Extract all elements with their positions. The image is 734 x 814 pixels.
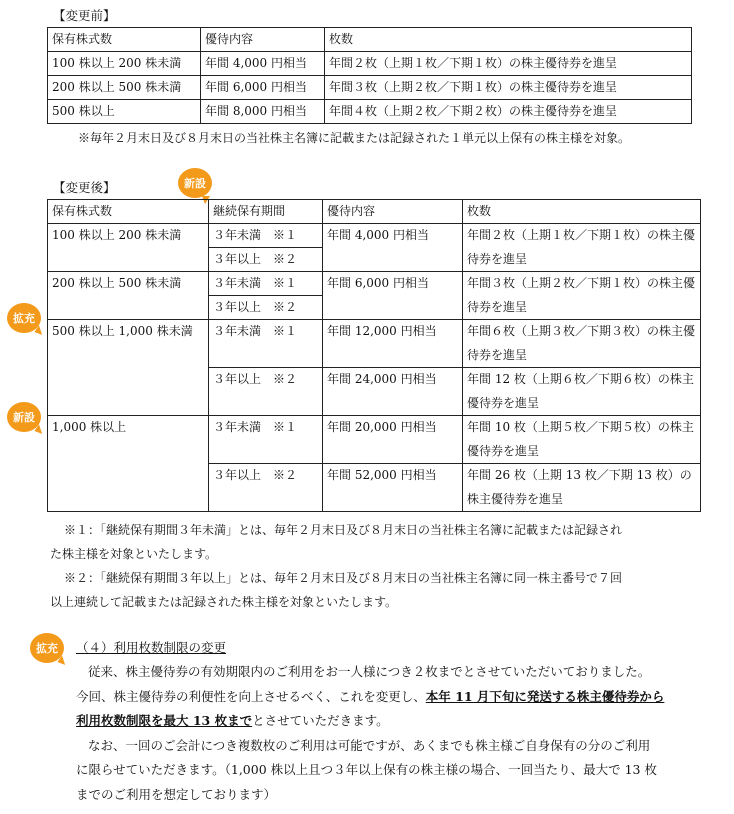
section4-line2-emphasis: 本年 11 月下旬に発送する株主優待券から: [425, 689, 665, 704]
benefit-cell: 年間 4,000 円相当: [201, 52, 325, 76]
note2-line2: 以上連続して記載または記録された株主様を対象といたします。: [50, 595, 398, 609]
count-cell: 年間 26 枚（上期 13 枚／下期 13 枚）の株主優待券を進呈: [463, 464, 701, 512]
benefit-cell: 年間 6,000 円相当: [323, 272, 463, 320]
section4-title: （４）利用枚数制限の変更: [76, 640, 227, 655]
benefit-cell: 年間 4,000 円相当: [323, 224, 463, 272]
shares-cell: 100 株以上 200 株未満: [48, 224, 209, 272]
note1-line2: た株主様を対象といたします。: [50, 547, 218, 561]
section4-line1: 従来、株主優待券の有効期限内のご利用をお一人様につき２枚までとさせていただいておりました。: [88, 664, 651, 679]
table-row: [48, 320, 701, 368]
shares-cell: 500 株以上 1,000 株未満: [48, 320, 209, 416]
note2-line1: ※２：「継続保有期間３年以上」とは、毎年２月末日及び８月末日の当社株主名簿に同一株主番号で７回: [64, 571, 623, 585]
period-cell: ３年未満 ※１: [209, 224, 323, 248]
count-cell: 年間２枚（上期１枚／下期１枚）の株主優待券を進呈: [463, 224, 701, 272]
shares-cell: 200 株以上 500 株未満: [48, 76, 201, 100]
section4-line6: までのご利用を想定しております）: [76, 787, 277, 802]
count-cell: 年間２枚（上期１枚／下期１枚）の株主優待券を進呈: [325, 52, 692, 76]
table-row: [48, 272, 701, 296]
header-cell: 保有株式数: [48, 200, 209, 224]
table-header-row: [48, 28, 692, 52]
section4-line3: [76, 709, 389, 734]
new-badge: 新設: [7, 402, 41, 432]
period-cell: ３年以上 ※２: [209, 248, 323, 272]
period-cell: ３年未満 ※１: [209, 320, 323, 368]
table-row: [48, 100, 692, 124]
period-cell: ３年以上 ※２: [209, 296, 323, 320]
count-cell: 年間 10 枚（上期５枚／下期５枚）の株主優待券を進呈: [463, 416, 701, 464]
header-cell: 枚数: [463, 200, 701, 224]
section4-line2: [76, 685, 664, 710]
expand-badge: 拡充: [7, 303, 41, 333]
header-cell: 枚数: [325, 28, 692, 52]
table-row: [48, 224, 701, 248]
count-cell: 年間３枚（上期２枚／下期１枚）の株主優待券を進呈: [463, 272, 701, 320]
table-row: [48, 416, 701, 464]
before-heading: 【変更前】: [53, 8, 116, 23]
table-row: [48, 52, 692, 76]
count-cell: 年間４枚（上期２枚／下期２枚）の株主優待券を進呈: [325, 100, 692, 124]
period-cell: ３年以上 ※２: [209, 464, 323, 512]
count-cell: 年間６枚（上期３枚／下期３枚）の株主優待券を進呈: [463, 320, 701, 368]
before-table: [47, 27, 692, 124]
new-badge: 新設: [178, 168, 212, 198]
note1-line1: ※１：「継続保有期間３年未満」とは、毎年２月末日及び８月末日の当社株主名簿に記載または記録され: [64, 523, 623, 537]
after-table: [47, 199, 701, 512]
benefit-cell: 年間 24,000 円相当: [323, 368, 463, 416]
after-heading: 【変更後】: [53, 180, 116, 195]
before-note: ※毎年２月末日及び８月末日の当社株主名簿に記載または記録された１単元以上保有の株主様を対象。: [78, 131, 631, 145]
count-cell: 年間３枚（上期２枚／下期１枚）の株主優待券を進呈: [325, 76, 692, 100]
count-cell: 年間 12 枚（上期６枚／下期６枚）の株主優待券を進呈: [463, 368, 701, 416]
table-header-row: [48, 200, 701, 224]
section4-line3-emphasis: 利用枚数制限を最大 13 枚まで: [76, 713, 253, 728]
benefit-cell: 年間 52,000 円相当: [323, 464, 463, 512]
section4-line3-text: とさせていただきます。: [252, 713, 389, 728]
period-cell: ３年未満 ※１: [209, 416, 323, 464]
header-cell: 優待内容: [201, 28, 325, 52]
shares-cell: 100 株以上 200 株未満: [48, 52, 201, 76]
section4-line2-text: 今回、株主優待券の利便性を向上させるべく、これを変更し、: [76, 689, 426, 704]
table-row: [48, 76, 692, 100]
benefit-cell: 年間 6,000 円相当: [201, 76, 325, 100]
expand-badge: 拡充: [30, 633, 64, 663]
benefit-cell: 年間 12,000 円相当: [323, 320, 463, 368]
header-cell: 保有株式数: [48, 28, 201, 52]
period-cell: ３年以上 ※２: [209, 368, 323, 416]
header-cell: 継続保有期間: [209, 200, 323, 224]
shares-cell: 1,000 株以上: [48, 416, 209, 512]
shares-cell: 200 株以上 500 株未満: [48, 272, 209, 320]
period-cell: ３年未満 ※１: [209, 272, 323, 296]
benefit-cell: 年間 8,000 円相当: [201, 100, 325, 124]
section4-line4: なお、一回のご会計につき複数枚のご利用は可能ですが、あくまでも株主様ご自身保有の分のご利用: [88, 738, 651, 753]
section4-line5: に限らせていただきます。（1,000 株以上且つ３年以上保有の株主様の場合、一回当たり、最大で 13 枚: [76, 762, 657, 777]
benefit-cell: 年間 20,000 円相当: [323, 416, 463, 464]
header-cell: 優待内容: [323, 200, 463, 224]
shares-cell: 500 株以上: [48, 100, 201, 124]
